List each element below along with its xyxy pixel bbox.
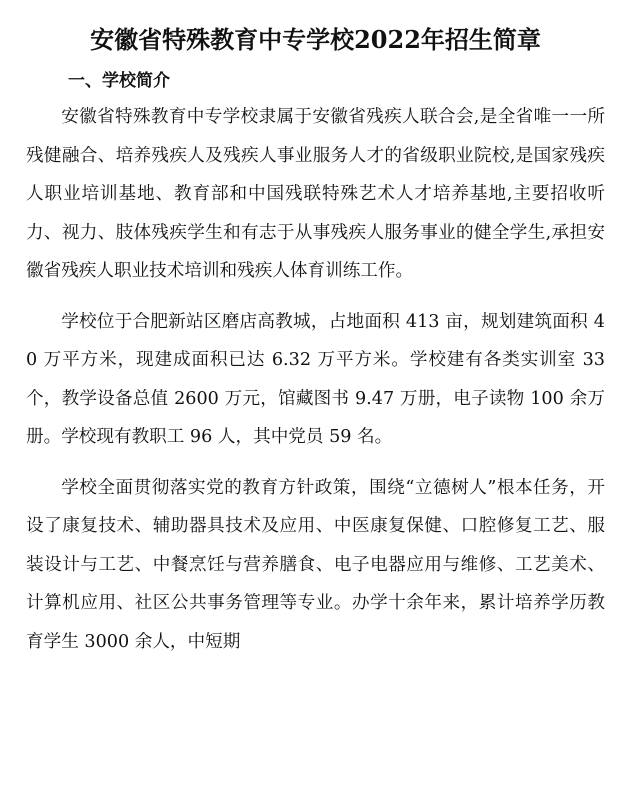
paragraph: 学校位于合肥新站区磨店高教城，占地面积 413 亩，规划建筑面积 40 万平方米，现建成面积已达 6.32 万平方米。学校建有各类实训室 33 个，教学设备总值 2600 万元，馆藏图书 9.47 万册，电子读物 100 余万册。学校现有教职工 96 人，其中党员 59 名。	[26, 311, 605, 447]
section-heading-school-intro: 一、学校简介	[68, 71, 170, 91]
document-title: 安徽省特殊教育中专学校2022年招生简章	[90, 25, 541, 54]
paragraph: 安徽省特殊教育中专学校隶属于安徽省残疾人联合会,是全省唯一一所残健融合、培养残疾人及残疾人事业服务人才的省级职业院校,是国家残疾人职业培训基地、教育部和中国残联特殊艺术人才培养基地,主要招收听力、视力、肢体残疾学生和有志于从事残疾人服务事业的健全学生,承担安徽省残疾人职业技术培训和残疾人体育训练工作。	[26, 107, 605, 281]
paragraph: 学校全面贯彻落实党的教育方针政策，围绕“立德树人”根本任务，开设了康复技术、辅助器具技术及应用、中医康复保健、口腔修复工艺、服装设计与工艺、中餐烹饪与营养膳食、电子电器应用与维修、工艺美术、计算机应用、社区公共事务管理等专业。办学十余年来，累计培养学历教育学生 3000 余人，中短期	[26, 477, 605, 652]
